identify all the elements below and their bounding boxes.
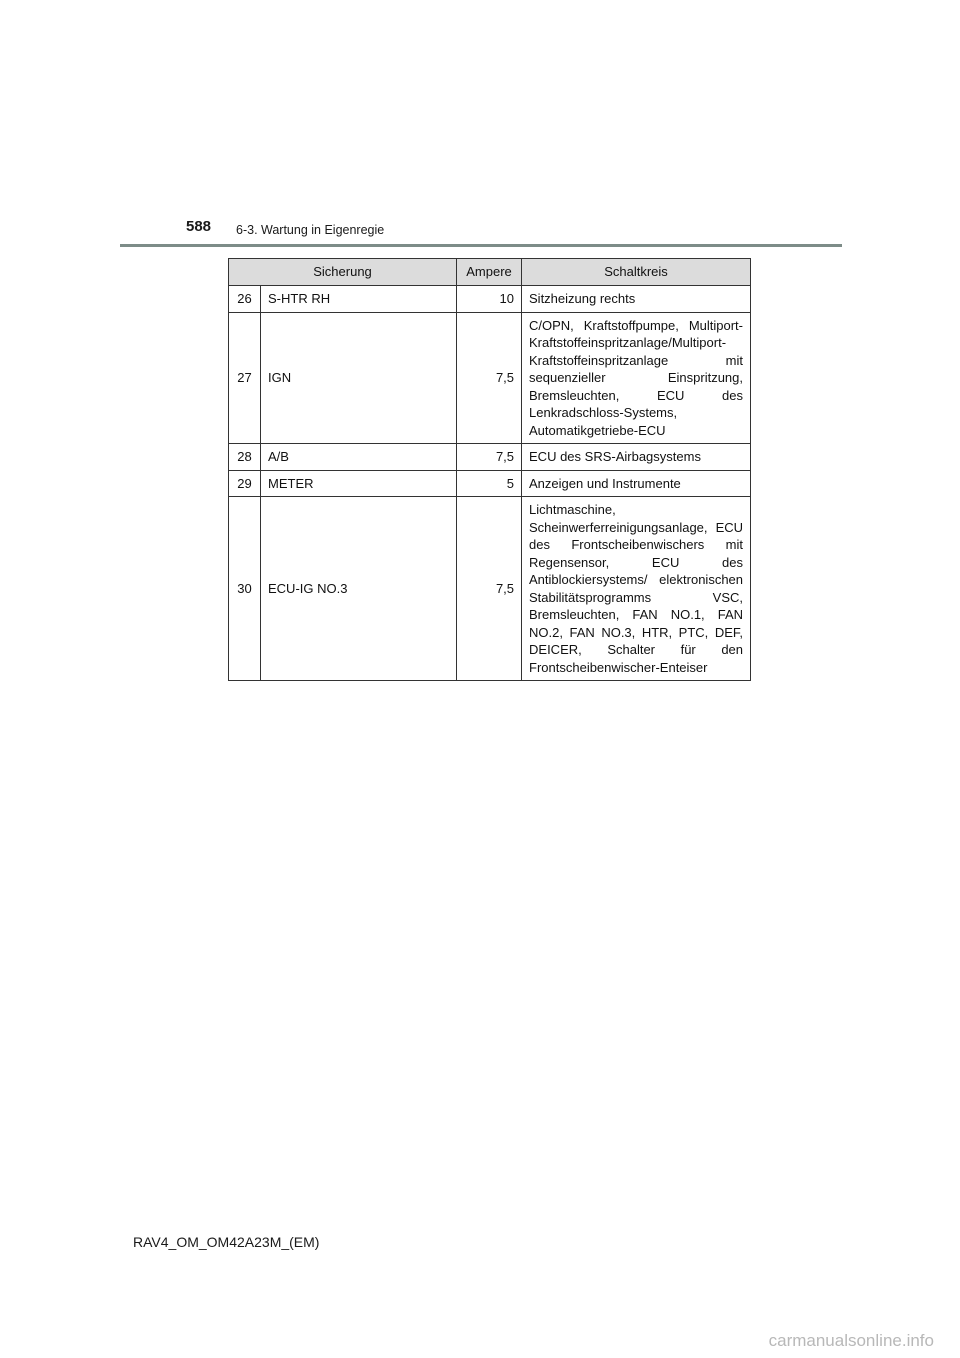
fuse-ampere: 10 — [457, 286, 522, 313]
fuse-circuit: Sitzheizung rechts — [522, 286, 751, 313]
table-row — [229, 444, 751, 471]
fuse-name: ECU-IG NO.3 — [261, 497, 457, 681]
header-circuit: Schaltkreis — [522, 259, 751, 286]
table-row — [229, 286, 751, 313]
fuse-name: METER — [261, 470, 457, 497]
fuse-circuit: C/OPN, Kraftstoffpumpe, Multiport-Kraftstoffeinspritzanlage/Multiport-Kraftstoffeinspritzanlage mit sequenzieller Einspritzung, Bremsleuchten, ECU des Lenkradschloss-Systems, Automatikgetriebe-ECU — [522, 312, 751, 444]
fuse-number: 26 — [229, 286, 261, 313]
fuse-name: S-HTR RH — [261, 286, 457, 313]
fuse-name: IGN — [261, 312, 457, 444]
section-title: 6-3. Wartung in Eigenregie — [236, 223, 385, 237]
page-number: 588 — [186, 218, 212, 235]
fuse-name: A/B — [261, 444, 457, 471]
footer-model-code: RAV4_OM_OM42A23M_(EM) — [133, 1234, 320, 1250]
watermark: carmanualsonline.info — [768, 1331, 934, 1350]
fuse-ampere: 7,5 — [457, 312, 522, 444]
table-row — [229, 312, 751, 444]
header-fuse: Sicherung — [229, 259, 457, 286]
fuse-number: 27 — [229, 312, 261, 444]
header-ampere: Ampere — [457, 259, 522, 286]
fuse-circuit: Lichtmaschine, Scheinwerferreinigungsanlage, ECU des Frontscheibenwischers mit Regensensor, ECU des Antiblockiersystems/ elektronischen Stabilitätsprogramms VSC, Bremsleuchten, FAN NO.1, FAN NO.2, FAN NO.3, HTR, PTC, DEF, DEICER, Schalter für den Frontscheibenwischer-Enteiser — [522, 497, 751, 681]
header-rule — [120, 244, 842, 247]
fuse-number: 28 — [229, 444, 261, 471]
fuse-circuit: Anzeigen und Instrumente — [522, 470, 751, 497]
fuse-ampere: 7,5 — [457, 497, 522, 681]
fuse-table — [228, 258, 751, 681]
fuse-ampere: 5 — [457, 470, 522, 497]
fuse-circuit: ECU des SRS-Airbagsystems — [522, 444, 751, 471]
table-row — [229, 470, 751, 497]
fuse-number: 29 — [229, 470, 261, 497]
fuse-number: 30 — [229, 497, 261, 681]
fuse-ampere: 7,5 — [457, 444, 522, 471]
table-header-row — [229, 259, 751, 286]
table-row — [229, 497, 751, 681]
